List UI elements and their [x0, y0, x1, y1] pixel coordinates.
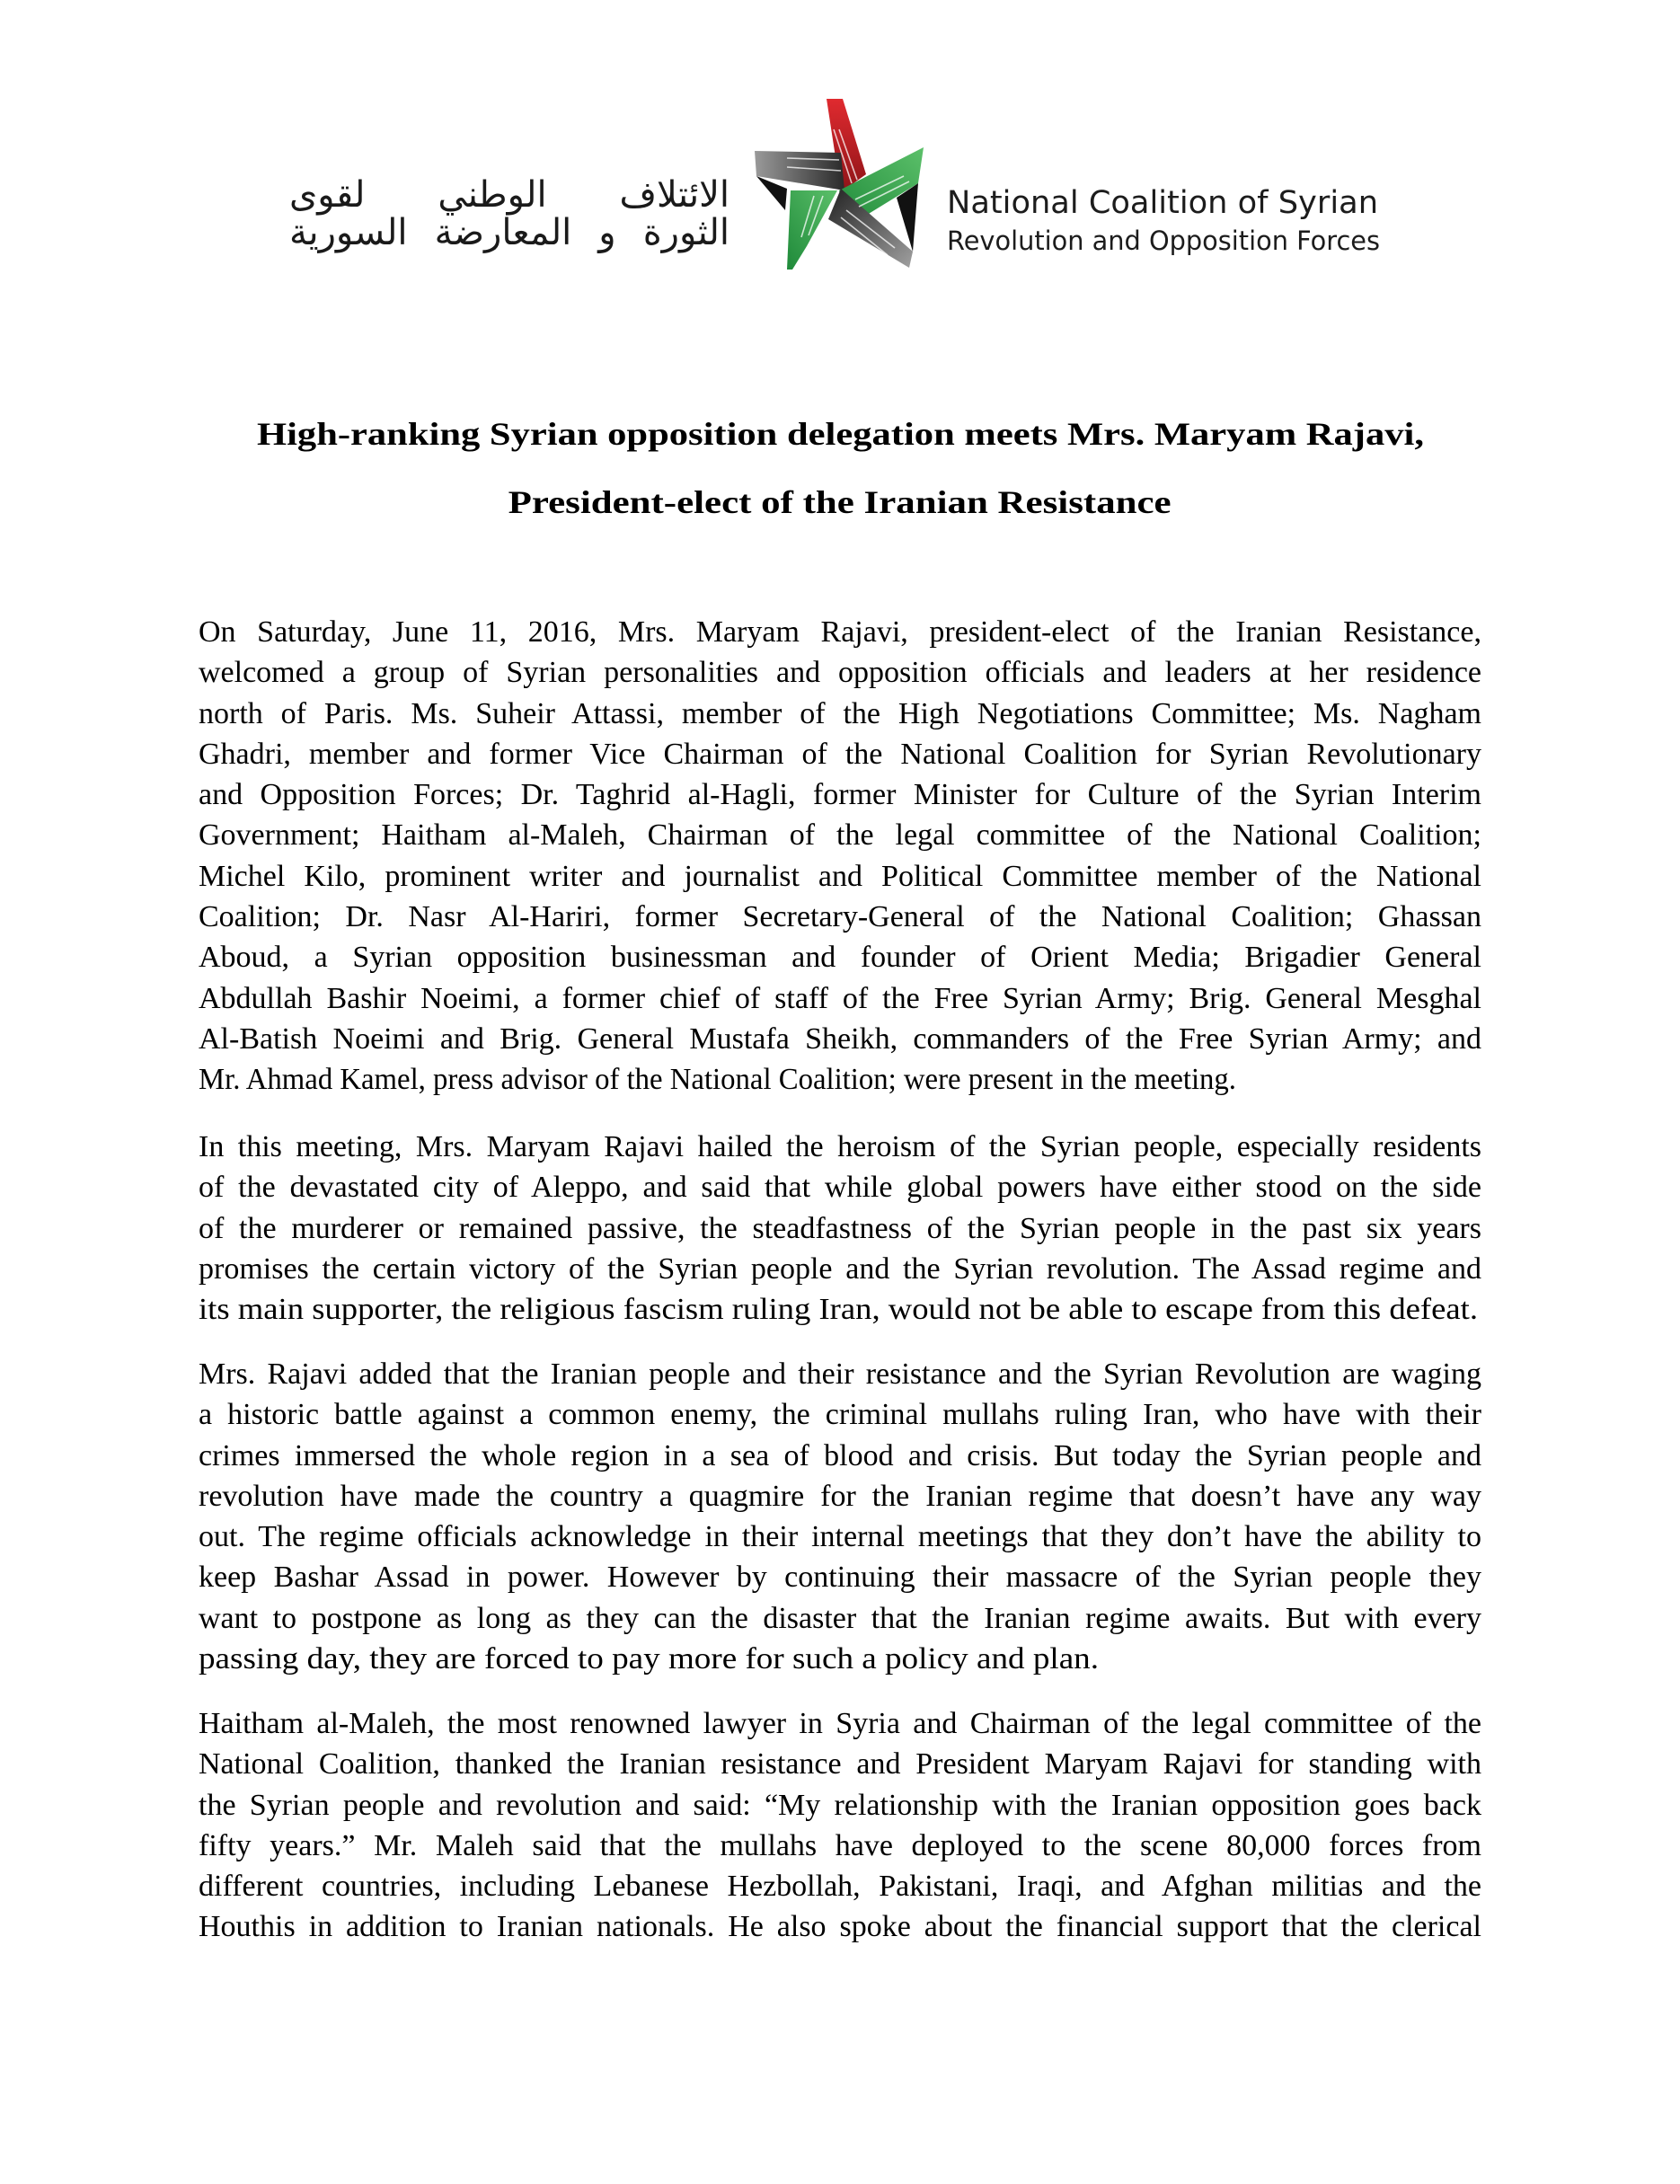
body-paragraph-3 [199, 1354, 1481, 1679]
paragraph-line: crimes immersed the whole region in a sea of blood and crisis. But today the Syrian people and [199, 1438, 1481, 1472]
paragraph-line: Houthis in addition to Iranian nationals. He also spoke about the financial support that the clerical [199, 1910, 1481, 1944]
logo-arabic-line-2: الثورة و المعارضة السورية [289, 212, 729, 253]
paragraph-line: Mr. Ahmad Kamel, press advisor of the National Coalition; were present in the meeting. [199, 1063, 1236, 1097]
document-title-line-2: President-elect of the Iranian Resistance [508, 484, 1172, 520]
paragraph-line: Michel Kilo, prominent writer and journalist and Political Committee member of the National [199, 859, 1481, 893]
paragraph-line: revolution have made the country a quagmire for the Iranian regime that doesn’t have any way [199, 1479, 1481, 1513]
coalition-star-logo-icon [751, 93, 927, 273]
paragraph-line: Haitham al-Maleh, the most renowned lawyer in Syria and Chairman of the legal committee of the [199, 1707, 1481, 1740]
logo-english-name [947, 183, 1391, 259]
paragraph-line: a historic battle against a common enemy, the criminal mullahs ruling Iran, who have with their [199, 1398, 1481, 1432]
paragraph-line: Mrs. Rajavi added that the Iranian people and their resistance and the Syrian Revolution are waging [199, 1357, 1481, 1391]
paragraph-line: the Syrian people and revolution and said: “My relationship with the Iranian opposition goes back [199, 1788, 1481, 1822]
paragraph-line: out. The regime officials acknowledge in their internal meetings that they don’t have the ability to [199, 1520, 1481, 1554]
paragraph-line: north of Paris. Ms. Suheir Attassi, member of the High Negotiations Committee; Ms. Nagham [199, 696, 1481, 730]
paragraph-line: of the devastated city of Aleppo, and said that while global powers have either stood on the side [199, 1171, 1481, 1205]
body-paragraph-2 [199, 1127, 1481, 1330]
paragraph-line: different countries, including Lebanese Hezbollah, Pakistani, Iraqi, and Afghan militias and the [199, 1870, 1481, 1904]
paragraph-line: National Coalition, thanked the Iranian resistance and President Maryam Rajavi for standing with [199, 1747, 1481, 1782]
paragraph-line: welcomed a group of Syrian personalities and opposition officials and leaders at her residence [199, 656, 1481, 690]
paragraph-line: Ghadri, member and former Vice Chairman of the National Coalition for Syrian Revolutionary [199, 737, 1481, 771]
logo-arabic-name [289, 176, 729, 252]
paragraph-line: On Saturday, June 11, 2016, Mrs. Maryam Rajavi, president-elect of the Iranian Resistance, [199, 615, 1481, 649]
paragraph-line: Al-Batish Noeimi and Brig. General Mustafa Sheikh, commanders of the Free Syrian Army; and [199, 1021, 1481, 1056]
logo-english-line-2: Revolution and Opposition Forces [947, 225, 1380, 256]
logo-arabic-line-1: الائتلاف الوطني لقوى [289, 174, 729, 216]
paragraph-line: of the murderer or remained passive, the steadfastness of the Syrian people in the past six years [199, 1211, 1481, 1245]
paragraph-line: Government; Haitham al-Maleh, Chairman of the legal committee of the National Coalition; [199, 818, 1481, 853]
paragraph-line: passing day, they are forced to pay more for such a policy and plan. [199, 1642, 1099, 1676]
body-paragraph-1 [199, 612, 1481, 1101]
paragraph-line: its main supporter, the religious fascism ruling Iran, would not be able to escape from this defeat. [199, 1293, 1478, 1327]
paragraph-line: fifty years.” Mr. Maleh said that the mullahs have deployed to the scene 80,000 forces from [199, 1828, 1481, 1862]
body-paragraph-4 [199, 1703, 1481, 1948]
document-title-line-1: High-ranking Syrian opposition delegation meets Mrs. Maryam Rajavi, [256, 416, 1424, 452]
paragraph-line: promises the certain victory of the Syrian people and the Syrian revolution. The Assad regime and [199, 1251, 1481, 1286]
paragraph-line: want to postpone as long as they can the disaster that the Iranian regime awaits. But with every [199, 1601, 1481, 1635]
paragraph-line: Abdullah Bashir Noeimi, a former chief of staff of the Free Syrian Army; Brig. General Mesghal [199, 981, 1481, 1015]
paragraph-line: and Opposition Forces; Dr. Taghrid al-Hagli, former Minister for Culture of the Syrian Interim [199, 778, 1481, 812]
paragraph-line: Aboud, a Syrian opposition businessman and founder of Orient Media; Brigadier General [199, 941, 1481, 975]
logo-english-line-1: National Coalition of Syrian [947, 185, 1378, 221]
star-black-left-fold [756, 176, 787, 210]
paragraph-line: keep Bashar Assad in power. However by continuing their massacre of the Syrian people they [199, 1561, 1481, 1595]
paragraph-line: Coalition; Dr. Nasr Al-Hariri, former Secretary-General of the National Coalition; Ghassan [199, 900, 1481, 934]
paragraph-line: In this meeting, Mrs. Maryam Rajavi hailed the heroism of the Syrian people, especially residents [199, 1130, 1481, 1163]
